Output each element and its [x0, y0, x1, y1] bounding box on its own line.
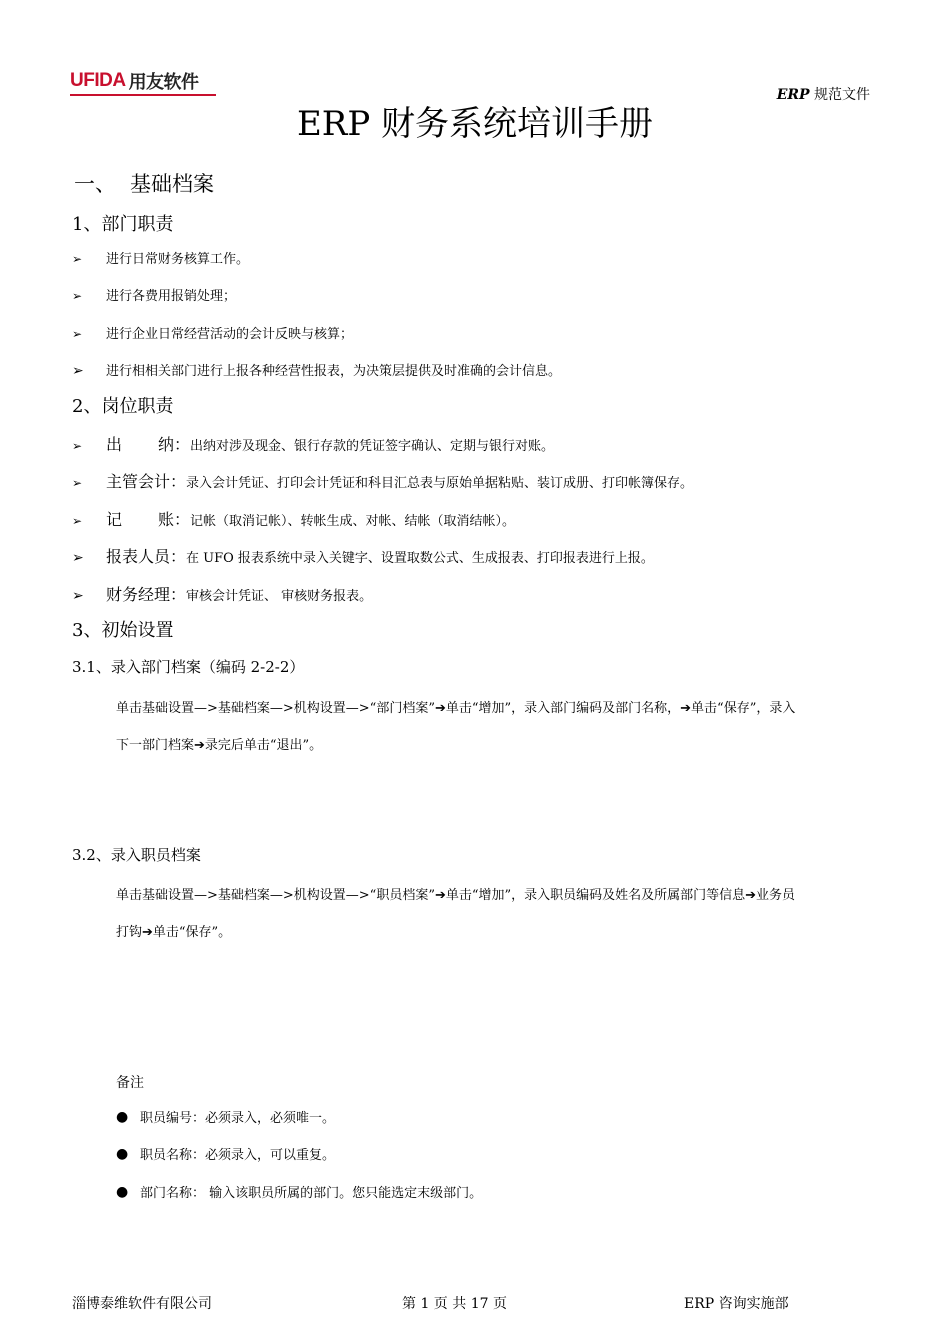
list-item	[72, 360, 561, 379]
arrow-bullet-icon: ➢	[72, 327, 83, 341]
role-label	[106, 507, 190, 530]
post-duties-heading: 2、岗位职责	[72, 396, 174, 417]
subsection-heading: 3.2、录入职员档案	[72, 846, 201, 864]
arrow-bullet-icon: ➢	[72, 289, 83, 303]
role-description: 录入会计凭证、打印会计凭证和科目汇总表与原始单据粘贴、装订成册、打印帐簿保存。	[186, 476, 694, 491]
list-item	[72, 544, 654, 567]
dept-duties-heading: 1、部门职责	[72, 214, 174, 235]
list-item	[116, 1182, 482, 1201]
list-item-text: 进行日常财务核算工作。	[106, 252, 250, 267]
arrow-bullet-icon: ➢	[72, 252, 83, 266]
list-item	[72, 248, 249, 267]
section-number: 一、	[74, 172, 116, 196]
dot-bullet-icon: ●	[116, 1145, 129, 1162]
init-setup-heading: 3、初始设置	[72, 620, 174, 641]
instruction-line: 单击基础设置—>基础档案—>机构设置—>“职员档案”➔单击“增加”，录入职员编码及姓名及所属部门等信息➔业务员	[116, 888, 796, 903]
footer-company: 淄博泰维软件有限公司	[72, 1296, 212, 1312]
dot-bullet-icon: ●	[116, 1183, 129, 1200]
list-item	[72, 432, 554, 455]
arrow-bullet-icon: ➢	[72, 476, 83, 490]
list-item	[72, 323, 353, 342]
list-item	[72, 582, 372, 605]
role-label	[106, 432, 190, 455]
doc-tag-erp: ERP	[776, 87, 810, 103]
role-description: 审核会计凭证、 审核财务报表。	[186, 589, 373, 604]
arrow-bullet-icon: ➢	[72, 439, 83, 453]
list-item	[72, 507, 515, 530]
company-logo	[70, 68, 216, 96]
logo-brand: UFIDA	[70, 70, 126, 91]
section-title: 基础档案	[130, 172, 214, 196]
footer-page-number: 第 1 页 共 17 页	[402, 1296, 507, 1312]
page-title: ERP 财务系统培训手册	[296, 104, 654, 144]
subsection-heading: 3.1、录入部门档案（编码 2-2-2）	[72, 658, 305, 676]
role-label: 主管会计：	[106, 472, 187, 491]
list-item	[72, 469, 693, 492]
role-description: 在 UFO 报表系统中录入关键字、设置取数公式、生成报表、打印报表进行上报。	[186, 551, 654, 566]
role-description: 出纳对涉及现金、银行存款的凭证签字确认、定期与银行对账。	[190, 439, 555, 454]
role-label-part: 记	[106, 510, 123, 529]
notes-title: 备注	[116, 1075, 144, 1091]
footer-department: ERP 咨询实施部	[684, 1296, 789, 1312]
role-description: 记帐（取消记帐）、转帐生成、对帐、结帐（取消结帐）。	[190, 514, 516, 529]
arrow-bullet-icon: ➢	[72, 588, 84, 604]
list-item-text: 进行企业日常经营活动的会计反映与核算；	[106, 327, 354, 342]
note-text: 职员名称：必须录入，可以重复。	[140, 1148, 336, 1163]
arrow-bullet-icon: ➢	[72, 514, 83, 528]
role-label-part: 出	[106, 435, 123, 454]
role-label-part: 纳：	[157, 435, 190, 454]
list-item-text: 进行各费用报销处理；	[106, 289, 237, 304]
instruction-line: 下一部门档案➔录完后单击“退出”。	[116, 738, 323, 753]
doc-tag-text: 规范文件	[809, 87, 870, 103]
list-item	[116, 1144, 335, 1163]
arrow-bullet-icon: ➢	[72, 363, 84, 379]
list-item-text: 进行相相关部门进行上报各种经营性报表，为决策层提供及时准确的会计信息。	[106, 364, 562, 379]
role-label-part: 账：	[157, 510, 190, 529]
instruction-line: 打钩➔单击“保存”。	[116, 925, 232, 940]
role-label: 报表人员：	[106, 547, 187, 566]
dot-bullet-icon: ●	[116, 1108, 129, 1125]
logo-chinese: 用友软件	[128, 72, 199, 92]
arrow-bullet-icon: ➢	[72, 550, 84, 566]
note-text: 部门名称： 输入该职员所属的部门。您只能选定末级部门。	[140, 1186, 483, 1201]
list-item	[72, 285, 236, 304]
note-text: 职员编号：必须录入，必须唯一。	[140, 1111, 336, 1126]
section-heading	[74, 168, 214, 198]
instruction-line: 单击基础设置—>基础档案—>机构设置—>“部门档案”➔单击“增加”，录入部门编码及部门名称，➔单击“保存”，录入	[116, 701, 796, 716]
list-item	[116, 1107, 335, 1126]
role-label: 财务经理：	[106, 585, 187, 604]
